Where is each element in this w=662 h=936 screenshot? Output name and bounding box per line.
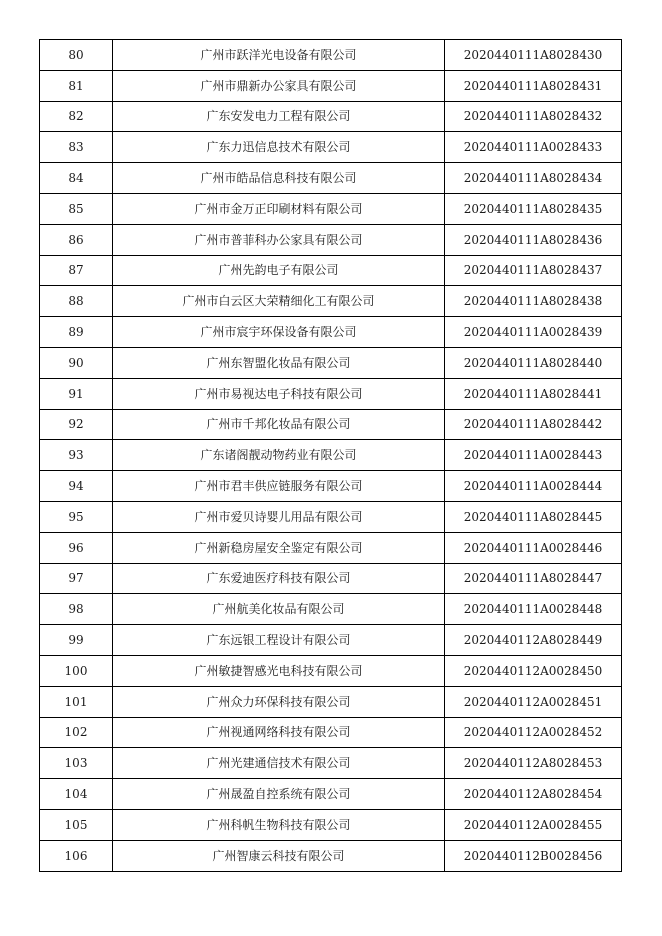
table-row	[40, 255, 622, 286]
registration-code-cell: 2020440111A0028439	[445, 317, 622, 348]
company-name-cell: 广州市君丰供应链服务有限公司	[113, 471, 445, 502]
table-row	[40, 594, 622, 625]
row-number-cell: 94	[40, 471, 113, 502]
registration-code-cell: 2020440112A8028449	[445, 625, 622, 656]
company-name-cell: 广州市爱贝诗婴儿用品有限公司	[113, 501, 445, 532]
company-name-cell: 广州市宸宇环保设备有限公司	[113, 317, 445, 348]
row-number-cell: 84	[40, 163, 113, 194]
company-name-cell: 广州市普菲科办公家具有限公司	[113, 224, 445, 255]
table-row	[40, 779, 622, 810]
company-name-cell: 广州市金万正印刷材料有限公司	[113, 193, 445, 224]
company-name-cell: 广东诸阁靓动物药业有限公司	[113, 440, 445, 471]
row-number-cell: 101	[40, 686, 113, 717]
registration-code-cell: 2020440112A0028455	[445, 809, 622, 840]
row-number-cell: 80	[40, 40, 113, 71]
company-name-cell: 广州先韵电子有限公司	[113, 255, 445, 286]
row-number-cell: 83	[40, 132, 113, 163]
row-number-cell: 97	[40, 563, 113, 594]
company-name-cell: 广州科帆生物科技有限公司	[113, 809, 445, 840]
row-number-cell: 88	[40, 286, 113, 317]
row-number-cell: 102	[40, 717, 113, 748]
registration-code-cell: 2020440111A8028447	[445, 563, 622, 594]
company-name-cell: 广州晟盈自控系统有限公司	[113, 779, 445, 810]
table-row	[40, 532, 622, 563]
row-number-cell: 98	[40, 594, 113, 625]
company-name-cell: 广州光建通信技术有限公司	[113, 748, 445, 779]
registration-code-cell: 2020440111A8028438	[445, 286, 622, 317]
company-name-cell: 广州敏捷智感光电科技有限公司	[113, 655, 445, 686]
row-number-cell: 82	[40, 101, 113, 132]
registration-code-cell: 2020440111A8028440	[445, 347, 622, 378]
table-row	[40, 840, 622, 871]
table-row	[40, 224, 622, 255]
row-number-cell: 95	[40, 501, 113, 532]
table-row	[40, 717, 622, 748]
table-row	[40, 563, 622, 594]
company-name-cell: 广东安发电力工程有限公司	[113, 101, 445, 132]
table-row	[40, 193, 622, 224]
registration-code-cell: 2020440111A0028443	[445, 440, 622, 471]
company-table	[39, 39, 622, 872]
company-name-cell: 广州智康云科技有限公司	[113, 840, 445, 871]
registration-code-cell: 2020440112A0028451	[445, 686, 622, 717]
table-row	[40, 317, 622, 348]
registration-code-cell: 2020440111A8028431	[445, 70, 622, 101]
company-name-cell: 广州市皓品信息科技有限公司	[113, 163, 445, 194]
registration-code-cell: 2020440112A8028453	[445, 748, 622, 779]
row-number-cell: 99	[40, 625, 113, 656]
registration-code-cell: 2020440111A8028441	[445, 378, 622, 409]
company-name-cell: 广东远银工程设计有限公司	[113, 625, 445, 656]
table-row	[40, 286, 622, 317]
registration-code-cell: 2020440111A0028448	[445, 594, 622, 625]
registration-code-cell: 2020440111A8028432	[445, 101, 622, 132]
registration-code-cell: 2020440111A0028446	[445, 532, 622, 563]
company-name-cell: 广州航美化妆品有限公司	[113, 594, 445, 625]
company-name-cell: 广州市易视达电子科技有限公司	[113, 378, 445, 409]
registration-code-cell: 2020440112A8028454	[445, 779, 622, 810]
table-row	[40, 625, 622, 656]
table-row	[40, 378, 622, 409]
row-number-cell: 103	[40, 748, 113, 779]
table-row	[40, 347, 622, 378]
row-number-cell: 90	[40, 347, 113, 378]
table-row	[40, 70, 622, 101]
row-number-cell: 92	[40, 409, 113, 440]
table-row	[40, 655, 622, 686]
row-number-cell: 85	[40, 193, 113, 224]
row-number-cell: 96	[40, 532, 113, 563]
row-number-cell: 106	[40, 840, 113, 871]
company-name-cell: 广州新稳房屋安全鉴定有限公司	[113, 532, 445, 563]
table-row	[40, 409, 622, 440]
company-name-cell: 广东力迅信息技术有限公司	[113, 132, 445, 163]
company-name-cell: 广州东智盟化妆品有限公司	[113, 347, 445, 378]
company-name-cell: 广州市白云区大荣精细化工有限公司	[113, 286, 445, 317]
row-number-cell: 89	[40, 317, 113, 348]
registration-code-cell: 2020440111A8028442	[445, 409, 622, 440]
table-row	[40, 163, 622, 194]
registration-code-cell: 2020440111A0028444	[445, 471, 622, 502]
registration-code-cell: 2020440111A8028437	[445, 255, 622, 286]
table-row	[40, 501, 622, 532]
table-row	[40, 809, 622, 840]
row-number-cell: 86	[40, 224, 113, 255]
row-number-cell: 81	[40, 70, 113, 101]
company-name-cell: 广州众力环保科技有限公司	[113, 686, 445, 717]
company-name-cell: 广东爱迪医疗科技有限公司	[113, 563, 445, 594]
table-row	[40, 132, 622, 163]
table-row	[40, 748, 622, 779]
table-row	[40, 440, 622, 471]
registration-code-cell: 2020440111A8028436	[445, 224, 622, 255]
table-row	[40, 40, 622, 71]
company-table-body	[40, 40, 622, 872]
company-name-cell: 广州市鼎新办公家具有限公司	[113, 70, 445, 101]
registration-code-cell: 2020440111A8028445	[445, 501, 622, 532]
table-row	[40, 101, 622, 132]
registration-code-cell: 2020440112A0028450	[445, 655, 622, 686]
company-name-cell: 广州市千邦化妆品有限公司	[113, 409, 445, 440]
registration-code-cell: 2020440111A0028433	[445, 132, 622, 163]
row-number-cell: 91	[40, 378, 113, 409]
row-number-cell: 105	[40, 809, 113, 840]
row-number-cell: 100	[40, 655, 113, 686]
registration-code-cell: 2020440111A8028435	[445, 193, 622, 224]
registration-code-cell: 2020440111A8028430	[445, 40, 622, 71]
registration-code-cell: 2020440112A0028452	[445, 717, 622, 748]
registration-code-cell: 2020440111A8028434	[445, 163, 622, 194]
row-number-cell: 93	[40, 440, 113, 471]
row-number-cell: 87	[40, 255, 113, 286]
row-number-cell: 104	[40, 779, 113, 810]
company-name-cell: 广州市跃洋光电设备有限公司	[113, 40, 445, 71]
registration-code-cell: 2020440112B0028456	[445, 840, 622, 871]
company-name-cell: 广州视通网络科技有限公司	[113, 717, 445, 748]
table-row	[40, 686, 622, 717]
table-row	[40, 471, 622, 502]
